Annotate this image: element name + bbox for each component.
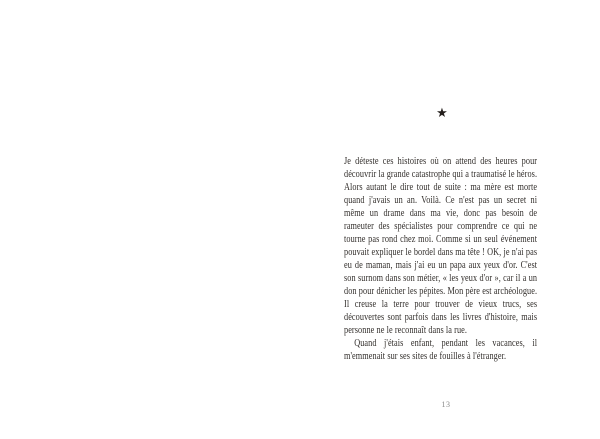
star-icon: ★ xyxy=(436,105,448,120)
body-text xyxy=(344,155,537,363)
body-paragraph: Quand j'étais enfant, pendant les vacances, il m'emmenait sur ses sites de fouilles à l'étranger. xyxy=(344,338,538,362)
page-number: 13 xyxy=(441,400,451,409)
body-paragraph: Je déteste ces histoires où on attend des heures pour découvrir la grande catastrophe qui a traumatisé le héros. Alors autant le dire tout de suite : ma mère est morte quand j'avais un an. Voilà. Ce n'est pas un secret ni même un drame dans ma vie, donc pas besoin de rameuter des spécialistes pour comprendre ce qui ne tourne pas rond chez moi. Comme si un seul événement pouvait expliquer le bordel dans ma tête ! OK, je n'ai pas eu de maman, mais j'ai eu un papa aux yeux d'or. C'est son surnom dans son métier, « les yeux d'or », car il a un don pour dénicher les pépites. Mon père est archéologue. Il creuse la terre pour trouver de vieux trucs, ses découvertes sont parfois dans les livres d'histoire, mais personne ne le reconnaît dans la rue. xyxy=(344,156,538,336)
